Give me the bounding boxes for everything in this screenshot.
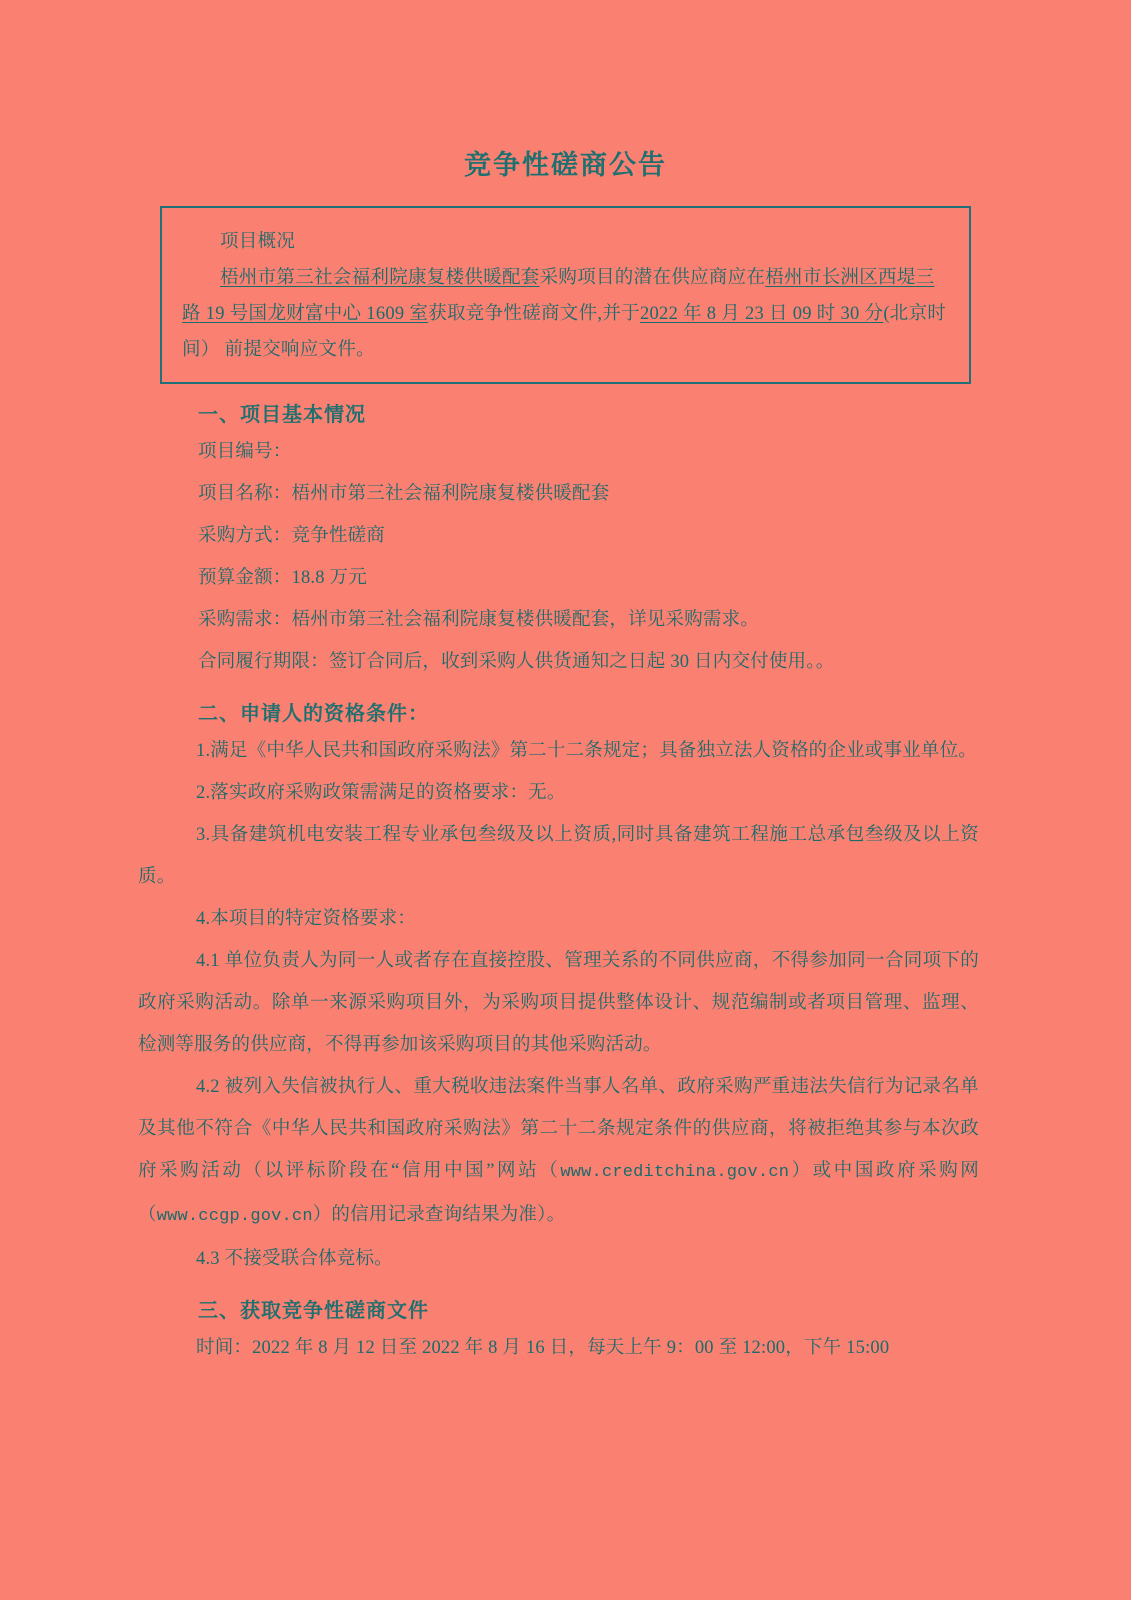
contract-period-line: 合同履行期限：签订合同后，收到采购人供货通知之日起 30 日内交付使用。。 <box>198 652 835 672</box>
section-heading-2: 二、申请人的资格条件： <box>198 703 429 725</box>
item-4-2-text-2: ）或中国政府采购网（ <box>138 1161 979 1225</box>
overview-text <box>182 260 949 368</box>
procurement-method-line: 采购方式：竞争性磋商 <box>198 526 386 546</box>
project-number-line: 项目编号： <box>198 442 292 462</box>
creditchina-url: www.creditchina.gov.cn <box>560 1163 790 1182</box>
qualification-item-4-3: 4.3 不接受联合体竞标。 <box>196 1249 393 1269</box>
qualification-item-4-1: 4.1 单位负责人为同一人或者存在直接控股、管理关系的不同供应商，不得参加同一合同项下的政府采购活动。除单一来源采购项目外，为采购项目提供整体设计、规范编制或者项目管理、监理、检测等服务的供应商，不得再参加该采购项目的其他采购活动。 <box>138 951 979 1055</box>
ccgp-url: www.ccgp.gov.cn <box>156 1207 313 1226</box>
qualification-item-4-2 <box>0 1066 1131 1238</box>
project-overview-box <box>160 206 971 384</box>
section-heading-1: 一、项目基本情况 <box>198 404 366 426</box>
project-name-line: 项目名称：梧州市第三社会福利院康复楼供暖配套 <box>198 484 610 504</box>
item-4-2-text-3: ）的信用记录查询结果为准）。 <box>312 1205 566 1225</box>
overview-label: 项目概况 <box>220 232 296 252</box>
item-4-2-text-1: 4.2 被列入失信被执行人、重大税收违法案件当事人名单、政府采购严重违法失信行为记录名单及其他不符合《中华人民共和国政府采购法》第二十二条规定条件的供应商，将被拒绝其参与本次政府采购活动（以评标阶段在“信用中国”网站（ <box>138 1077 979 1181</box>
overview-text-4: 获取竞争性磋商文件,并于 <box>428 304 640 324</box>
overview-address: 梧州市长洲区西堤三路 19 号国龙财富中心 1609 室 <box>182 268 935 324</box>
overview-text-6: (北京时间） 前提交响应文件。 <box>182 304 947 360</box>
document-acquisition-time-line: 时间：2022 年 8 月 12 日至 2022 年 8 月 16 日，每天上午 9：00 至 12:00，下午 15:00 <box>196 1338 890 1358</box>
overview-deadline: 2022 年 8 月 23 日 09 时 30 分 <box>639 304 884 324</box>
section-heading-3: 三、获取竞争性磋商文件 <box>198 1300 429 1322</box>
qualification-item-3: 3.具备建筑机电安装工程专业承包叁级及以上资质,同时具备建筑工程施工总承包叁级及以上资质。 <box>138 825 979 887</box>
qualification-item-4: 4.本项目的特定资格要求： <box>196 909 416 929</box>
overview-text-2: 采购项目的潜在供应商应在 <box>539 268 766 288</box>
page-title: 竞争性磋商公告 <box>464 150 667 180</box>
qualification-item-2: 2.落实政府采购政策需满足的资格要求：无。 <box>196 783 566 803</box>
overview-project-name: 梧州市第三社会福利院康复楼供暖配套 <box>220 268 540 288</box>
procurement-requirement-line: 采购需求：梧州市第三社会福利院康复楼供暖配套，详见采购需求。 <box>198 610 760 630</box>
budget-amount-line: 预算金额：18.8 万元 <box>198 568 367 588</box>
qualification-item-1: 1.满足《中华人民共和国政府采购法》第二十二条规定；具备独立法人资格的企业或事业单位。 <box>196 741 977 761</box>
